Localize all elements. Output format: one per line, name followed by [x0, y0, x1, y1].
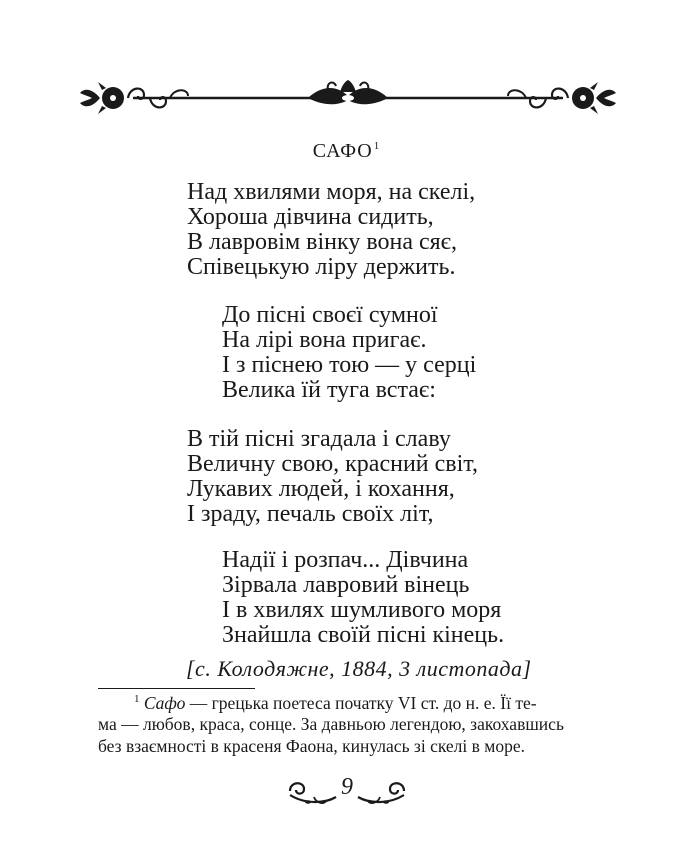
stanza-2 [222, 303, 476, 403]
verse-line: Співецькую ліру держить. [187, 254, 456, 280]
verse-line: І в хвилях шумливого моря [222, 597, 502, 623]
stanza-4 [222, 548, 504, 648]
verse-line: В тій пісні згадала і славу [187, 426, 451, 452]
stanza-3 [187, 427, 478, 527]
verse-line: І з піснею тою — у серці [222, 352, 477, 378]
footnote-line-1-text: — грецька поетеса початку VI ст. до н. е. Її те- [185, 692, 537, 713]
footnote-line-1 [98, 689, 598, 714]
verse-line: Знайшла своїй пісні кінець. [222, 622, 505, 648]
date-place-line: [с. Колодяжне, 1884, 3 листопада] [186, 656, 532, 681]
verse-line: Надії і розпач... Дівчина [222, 547, 469, 573]
footnote-reference: 1 [373, 140, 381, 153]
verse-line: На лірі вона пригає. [222, 327, 427, 353]
verse-line: Величну свою, красний світ, [187, 451, 478, 477]
footnote-term: Сафо [143, 692, 186, 713]
page-number: 9 [341, 774, 353, 800]
verse-line: І зраду, печаль своїх літ, [187, 501, 434, 527]
poem-title-text: САФО [312, 140, 373, 162]
footnote-line-2: ма — любов, краса, сонце. За давньою легендою, закохавшись [98, 714, 564, 735]
right-flower-icon [572, 82, 616, 114]
verse-line: Лукавих людей, і кохання, [187, 476, 455, 502]
footnote [98, 689, 598, 757]
verse-line: До пісні своєї сумної [222, 302, 438, 328]
top-ornament-divider [78, 78, 618, 118]
footnote-marker: 1 [134, 693, 140, 705]
verse-line: Хороша дівчина сидить, [187, 204, 434, 230]
center-crest-icon [308, 80, 388, 104]
verse-line: Велика їй туга встає: [222, 377, 436, 403]
verse-line: Зірвала лавровий вінець [222, 572, 470, 598]
left-flower-icon [80, 82, 124, 114]
verse-line: Над хвилями моря, на скелі, [187, 179, 476, 205]
footnote-line-3: без взаємності в красеня Фаона, кинулась зі скелі в море. [98, 735, 526, 756]
stanza-1 [187, 180, 475, 280]
verse-line: В лавровім вінку вона сяє, [187, 229, 457, 255]
poem-title [0, 140, 693, 163]
